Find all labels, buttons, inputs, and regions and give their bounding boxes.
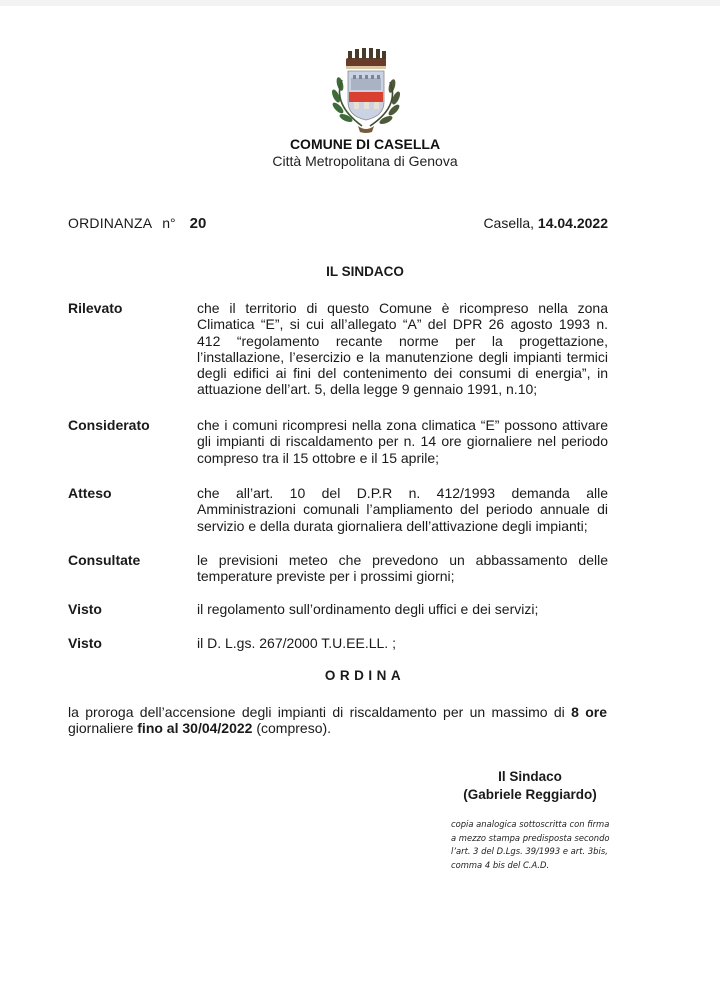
order-end-date: fino al 30/04/2022 — [137, 720, 253, 737]
order-text-part: (compreso). — [252, 720, 332, 737]
clause-rilevato — [68, 300, 608, 398]
clause-text: che i comuni ricompresi nella zona climatica “E” possono attivare gli impianti di riscaldamento per n. 14 ore giornaliere nel periodo compreso tra il 15 ottobre e il 15 aprile; — [197, 417, 608, 466]
clause-considerato — [68, 417, 608, 466]
ordinance-number: 20 — [189, 215, 207, 232]
clause-atteso — [68, 485, 608, 534]
clause-label: Visto — [68, 601, 102, 617]
clause-consultate — [68, 552, 608, 585]
signature-block — [430, 768, 630, 804]
coat-of-arms-icon — [318, 44, 414, 136]
place: Casella, — [483, 215, 535, 231]
order-text-part: la proroga dell’accensione degli impianti di riscaldamento per un massimo di — [68, 704, 572, 720]
order-text-part: giornaliere — [68, 720, 138, 737]
clause-label: Rilevato — [68, 300, 123, 316]
ordinance-row — [68, 215, 608, 232]
date: 14.04.2022 — [537, 215, 608, 231]
clause-label: Visto — [68, 635, 102, 651]
clause-text: le previsioni meteo che prevedono un abbassamento delle temperature previste per i prossimi giorni; — [197, 552, 608, 585]
clause-visto-regolamento — [68, 601, 608, 617]
signature-role: Il Sindaco — [498, 769, 562, 784]
note-line: copia analogica sottoscritta con firma — [451, 819, 610, 829]
signature-name: (Gabriele Reggiardo) — [463, 787, 597, 802]
note-line: comma 4 bis del C.A.D. — [451, 860, 550, 871]
clause-label: Consultate — [68, 552, 141, 568]
clause-visto-dlgs — [68, 635, 608, 651]
top-strip — [0, 0, 720, 6]
ordinance-n-label: n° — [162, 215, 176, 231]
place-date — [483, 215, 608, 231]
note-line: l’art. 3 del D.Lgs. 39/1993 e art. 3bis, — [451, 846, 608, 857]
ordinance-label: ORDINANZA — [68, 215, 153, 231]
municipality-subtitle: Città Metropolitana di Genova — [272, 153, 458, 169]
clause-text: il regolamento sull’ordinamento degli uffici e dei servizi; — [197, 601, 539, 617]
note-line: a mezzo stampa predisposta secondo — [451, 832, 610, 843]
clause-text: che all’art. 10 del D.P.R n. 412/1993 demanda alle Amministrazioni comunali l’ampliamento del periodo annuale di servizio e della durata giornaliera dell’attivazione degli impianti; — [197, 485, 608, 534]
issuer-heading: IL SINDACO — [326, 264, 404, 279]
clause-text: che il territorio di questo Comune è ricompreso nella zona Climatica “E”, si cui all’allegato “A” del DPR 26 agosto 1993 n. 412 “regolamento recante norme per la progettazione, l’installazione, l’esercizio e la manutenzione degli impianti termici degli edifici ai fini del contenimento dei consumi di energia”, in attuazione dell’art. 5, della legge 9 gennaio 1991, n.10; — [197, 300, 608, 398]
signature-note — [451, 818, 621, 873]
clause-text: il D. L.gs. 267/2000 T.U.EE.LL. ; — [197, 635, 396, 651]
order-hours: 8 ore — [571, 704, 607, 720]
municipality-title: COMUNE DI CASELLA — [289, 136, 441, 152]
order-heading: ORDINA — [324, 668, 406, 683]
clause-label: Considerato — [68, 417, 150, 433]
clause-label: Atteso — [68, 485, 112, 501]
order-text — [68, 704, 607, 737]
